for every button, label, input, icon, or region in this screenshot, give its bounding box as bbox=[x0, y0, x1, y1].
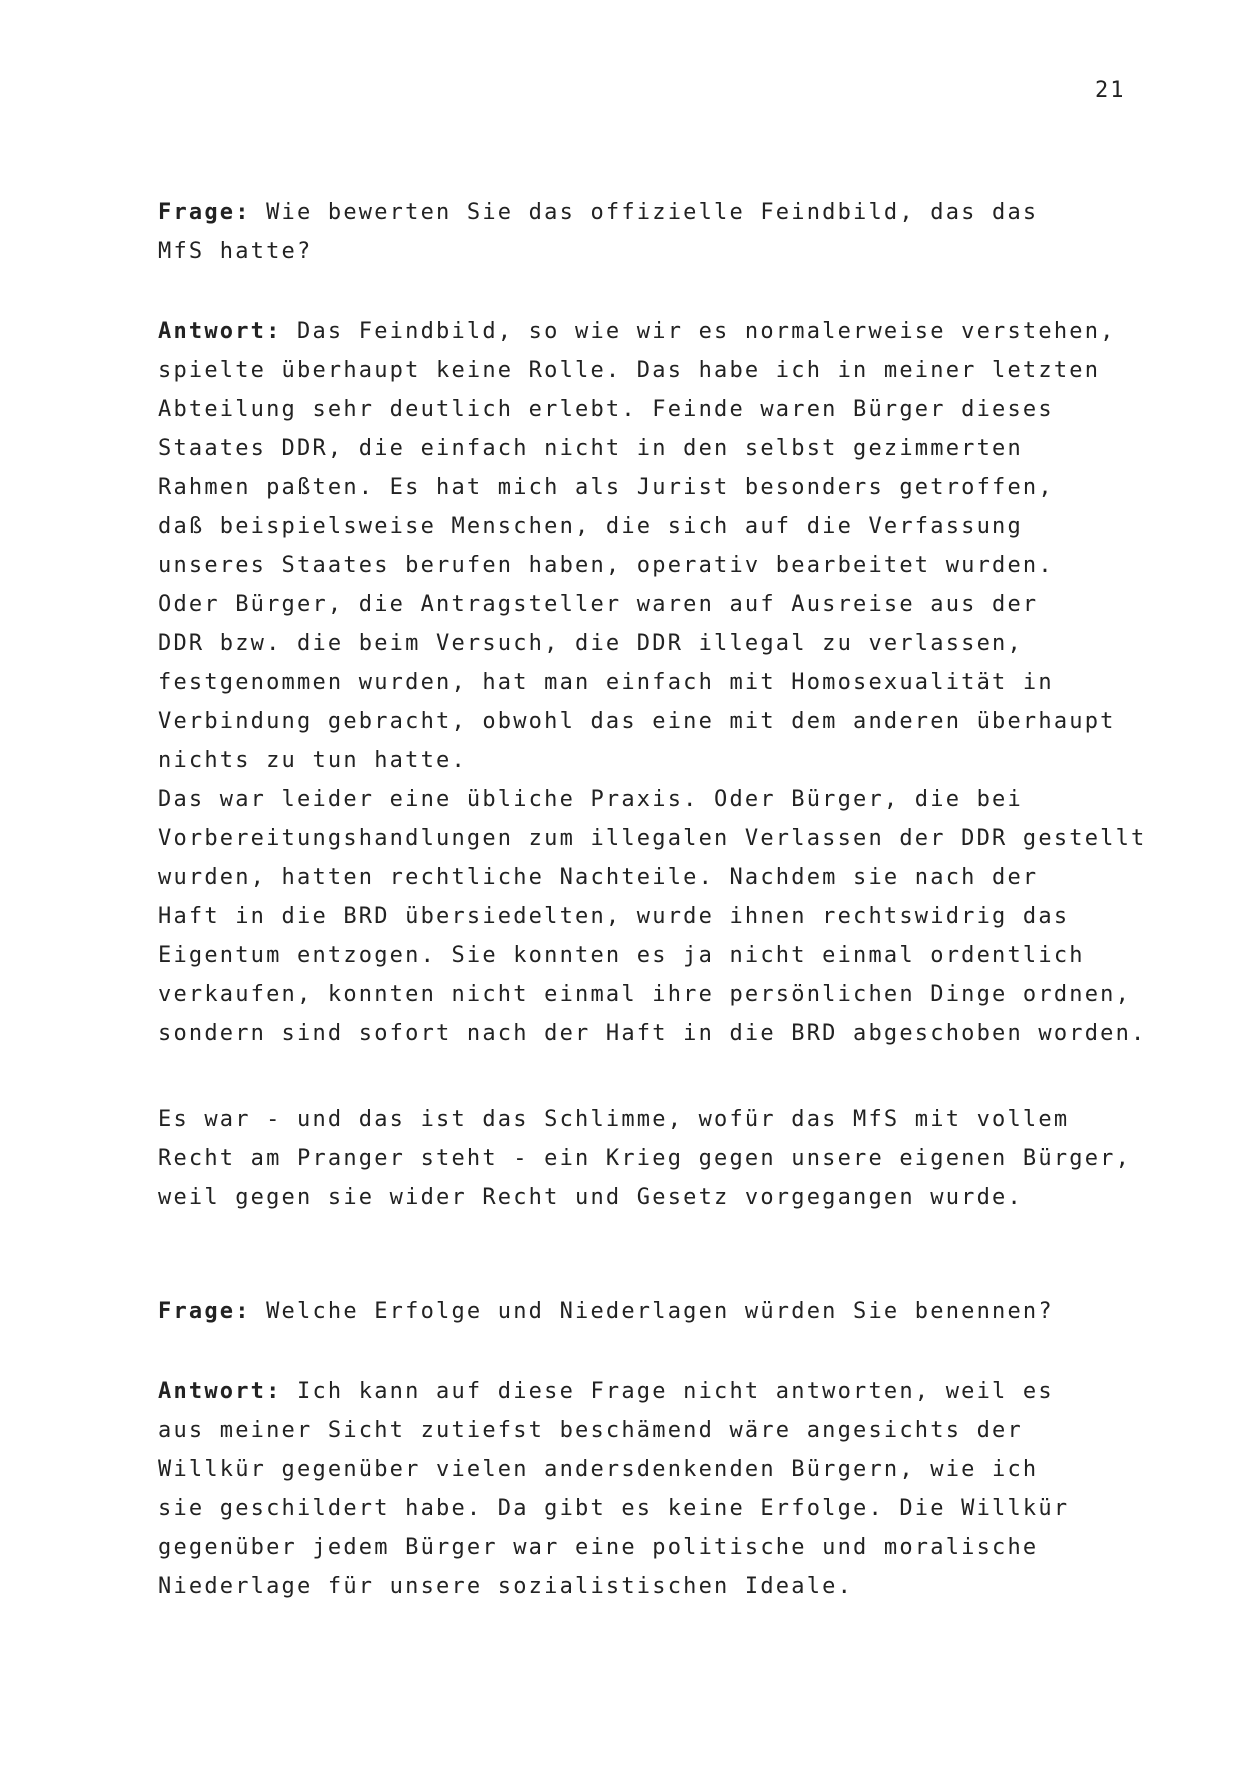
answer-1-line: Abteilung sehr deutlich erlebt. Feinde waren Bürger dieses bbox=[158, 397, 1054, 422]
answer-label: Antwort: bbox=[158, 319, 282, 344]
question-1-line-1 bbox=[158, 193, 1198, 232]
answer-2 bbox=[158, 1372, 1198, 1606]
paragraph-2 bbox=[158, 1100, 1198, 1217]
paragraph-2-line: Es war - und das ist das Schlimme, wofür das MfS mit vollem bbox=[158, 1107, 1070, 1132]
answer-1 bbox=[158, 312, 1198, 1053]
answer-2-line-1 bbox=[158, 1372, 1198, 1411]
answer-1-line: Staates DDR, die einfach nicht in den selbst gezimmerten bbox=[158, 436, 1023, 461]
answer-2-line: gegenüber jedem Bürger war eine politische und moralische bbox=[158, 1535, 1039, 1560]
question-1-text: Wie bewerten Sie das offizielle Feindbild, das das bbox=[250, 200, 1039, 225]
answer-1-line-1 bbox=[158, 312, 1198, 351]
question-label: Frage: bbox=[158, 1299, 251, 1324]
paragraph-2-line: weil gegen sie wider Recht und Gesetz vorgegangen wurde. bbox=[158, 1185, 1023, 1210]
question-1-line-2: MfS hatte? bbox=[158, 239, 313, 264]
answer-2-line: Niederlage für unsere sozialistischen Ideale. bbox=[158, 1574, 854, 1599]
answer-2-line: aus meiner Sicht zutiefst beschämend wäre angesichts der bbox=[158, 1418, 1023, 1443]
answer-label: Antwort: bbox=[158, 1379, 282, 1404]
answer-1-line: DDR bzw. die beim Versuch, die DDR illegal zu verlassen, bbox=[158, 631, 1023, 656]
question-2 bbox=[158, 1292, 1198, 1331]
question-label: Frage: bbox=[158, 200, 251, 225]
answer-2-line: sie geschildert habe. Da gibt es keine Erfolge. Die Willkür bbox=[158, 1496, 1070, 1521]
answer-1-line: sondern sind sofort nach der Haft in die BRD abgeschoben worden. bbox=[158, 1021, 1147, 1046]
paragraph-2-line: Recht am Pranger steht - ein Krieg gegen unsere eigenen Bürger, bbox=[158, 1146, 1132, 1171]
answer-1-line: Eigentum entzogen. Sie konnten es ja nicht einmal ordentlich bbox=[158, 943, 1085, 968]
answer-1-line: wurden, hatten rechtliche Nachteile. Nachdem sie nach der bbox=[158, 865, 1039, 890]
answer-1-line: Oder Bürger, die Antragsteller waren auf Ausreise aus der bbox=[158, 592, 1039, 617]
answer-1-line: nichts zu tun hatte. bbox=[158, 748, 467, 773]
answer-1-line: Verbindung gebracht, obwohl das eine mit dem anderen überhaupt bbox=[158, 709, 1116, 734]
answer-1-line: daß beispielsweise Menschen, die sich auf die Verfassung bbox=[158, 514, 1023, 539]
answer-1-line: Vorbereitungshandlungen zum illegalen Verlassen der DDR gestellt bbox=[158, 826, 1147, 851]
answer-2-text: Ich kann auf diese Frage nicht antworten, weil es bbox=[281, 1379, 1054, 1404]
answer-1-line: spielte überhaupt keine Rolle. Das habe ich in meiner letzten bbox=[158, 358, 1101, 383]
answer-1-line: Das war leider eine übliche Praxis. Oder Bürger, die bei bbox=[158, 787, 1023, 812]
question-2-text: Welche Erfolge und Niederlagen würden Sie benennen? bbox=[250, 1299, 1054, 1324]
answer-1-line: verkaufen, konnten nicht einmal ihre persönlichen Dinge ordnen, bbox=[158, 982, 1132, 1007]
answer-1-text: Das Feindbild, so wie wir es normalerweise verstehen, bbox=[281, 319, 1116, 344]
question-2-line-1 bbox=[158, 1292, 1198, 1331]
answer-1-line: Rahmen paßten. Es hat mich als Jurist besonders getroffen, bbox=[158, 475, 1054, 500]
answer-1-line: festgenommen wurden, hat man einfach mit Homosexualität in bbox=[158, 670, 1054, 695]
page-number: 21 bbox=[1095, 78, 1126, 103]
answer-2-line: Willkür gegenüber vielen andersdenkenden Bürgern, wie ich bbox=[158, 1457, 1039, 1482]
answer-1-line: Haft in die BRD übersiedelten, wurde ihnen rechtswidrig das bbox=[158, 904, 1070, 929]
question-1 bbox=[158, 193, 1198, 271]
answer-1-line: unseres Staates berufen haben, operativ bearbeitet wurden. bbox=[158, 553, 1054, 578]
